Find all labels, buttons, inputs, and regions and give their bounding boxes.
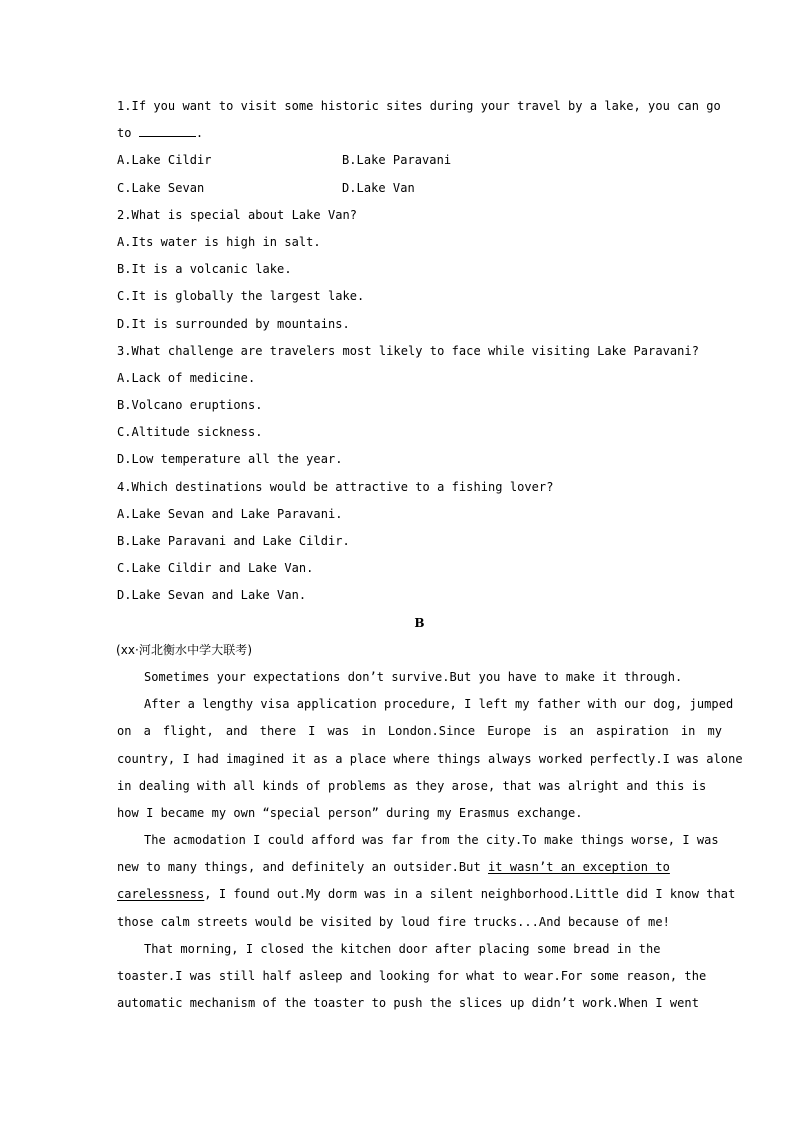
source-citation: (xx·河北衡水中学大联考) [116,642,253,657]
question-3-option-b: B.Volcano eruptions. [117,398,263,413]
question-1-option-b: B.Lake Paravani [342,153,452,168]
document-content [116,96,743,1020]
question-1-option-a: A.Lake Cildir [117,153,212,168]
passage-line: how I became my own “special person” during my Erasmus exchange. [117,805,583,820]
passage-line [117,857,722,884]
question-2-option-a: A.Its water is high in salt. [117,234,321,249]
question-1-options-row-1 [117,150,722,177]
passage-text: new to many things, and definitely an outsider.But [117,860,489,875]
passage-text: , I found out.My dorm was in a silent neighborhood.Little did I know that [204,887,736,902]
passage-line: on a flight, and there I was in London.Since Europe is an aspiration in my [117,724,722,739]
question-1-options-row-2 [117,178,722,205]
question-2-option-b: B.It is a volcanic lake. [117,262,292,277]
question-2-option-d: D.It is surrounded by mountains. [117,316,350,331]
question-4-stem: 4.Which destinations would be attractive to a fishing lover? [117,479,554,494]
underlined-phrase-cont: carelessness [117,887,205,902]
question-4-option-c: C.Lake Cildir and Lake Van. [117,561,314,576]
question-1-suffix: . [195,126,204,141]
passage-line: country, I had imagined it as a place where things always worked perfectly.I was alone [117,751,743,766]
question-4-option-b: B.Lake Paravani and Lake Cildir. [117,534,350,548]
question-3-option-c: C.Altitude sickness. [117,425,263,440]
section-heading: B [414,615,425,630]
answer-blank [139,125,196,137]
passage-line: in dealing with all kinds of problems as they arose, that was alright and this is [117,778,707,793]
question-2-option-c: C.It is globally the largest lake. [117,289,365,304]
question-1-option-d: D.Lake Van [342,180,415,195]
passage-line: After a lengthy visa application procedure, I left my father with our dog, jumped [144,697,734,712]
passage-line: The acmodation I could afford was far from the city.To make things worse, I was [144,833,719,848]
question-3-stem: 3.What challenge are travelers most likely to face while visiting Lake Paravani? [117,343,699,358]
question-1-stem-cont [117,123,722,150]
passage-line: toaster.I was still half asleep and looking for what to wear.For some reason, the [117,969,707,983]
passage-line [117,884,736,911]
question-2-stem: 2.What is special about Lake Van? [117,207,358,222]
question-1-option-c: C.Lake Sevan [117,180,205,195]
question-3-option-a: A.Lack of medicine. [117,370,256,385]
passage-line: automatic mechanism of the toaster to push the slices up didn’t work.When I went [117,996,699,1011]
passage-line: That morning, I closed the kitchen door after placing some bread in the [144,941,661,956]
passage-line: those calm streets would be visited by loud fire trucks...And because of me! [117,914,670,929]
passage-line: Sometimes your expectations don’t survive.But you have to make it through. [144,669,683,684]
question-3-option-d: D.Low temperature all the year. [117,452,343,467]
underlined-phrase: it wasn’t an exception to [488,860,670,875]
question-4-option-a: A.Lake Sevan and Lake Paravani. [117,506,343,521]
question-4-option-d: D.Lake Sevan and Lake Van. [117,588,307,603]
question-1-stem: 1.If you want to visit some historic sites during your travel by a lake, you can go [117,99,721,113]
question-1-prefix: to [117,126,139,141]
